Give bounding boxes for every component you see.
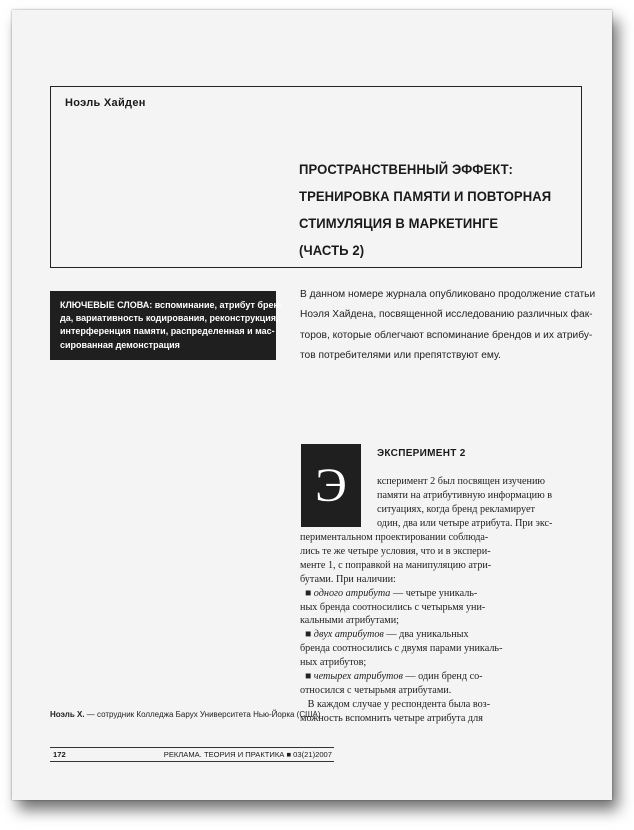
abstract-line: Ноэля Хайдена, посвященной исследованию различных фак- <box>300 309 593 321</box>
document-page <box>12 10 612 800</box>
list-item <box>300 628 586 642</box>
body-line: периментальном проектировании соблюда- <box>300 532 489 543</box>
abstract-line: торов, которые облегчают вспоминание брендов и их атрибу- <box>300 329 593 341</box>
author-footnote <box>50 710 320 719</box>
section-heading: ЭКСПЕРИМЕНТ 2 <box>377 448 466 459</box>
keywords-box <box>50 291 282 360</box>
list-item-text: — четыре уникаль- <box>390 587 478 599</box>
bullet-icon: ■ <box>305 629 312 641</box>
author-name: Ноэль Хайден <box>65 97 146 109</box>
body-line: можность вспомнить четыре атрибута для <box>300 712 483 724</box>
keywords-line: да, вариативность кодирования, реконструкция, <box>60 313 279 324</box>
keywords-line: сированная демонстрация <box>60 339 180 350</box>
body-text-full-width <box>300 531 586 726</box>
abstract <box>300 285 596 366</box>
list-item-cont: кальными атрибутами; <box>300 615 399 627</box>
keywords-line: интерференция памяти, распределенная и мас- <box>60 326 275 337</box>
body-line: бутами. При наличии: <box>300 573 396 585</box>
body-text-beside-cap <box>377 475 585 531</box>
closing-text: В каждом случае у респондента была воз- <box>307 698 491 710</box>
body-line: памяти на атрибутивную информацию в <box>377 489 553 501</box>
page-number: 172 <box>53 750 66 759</box>
abstract-line: В данном номере журнала опубликовано продолжение статьи <box>300 289 596 300</box>
list-item-text: — два уникальных <box>383 629 469 641</box>
body-line: ксперимент 2 был посвящен изучению <box>377 476 546 487</box>
footnote-name: Ноэль Х. <box>50 710 85 719</box>
list-item-emphasis: двух атрибутов <box>313 629 384 641</box>
body-line: лись те же четыре условия, что и в экспери- <box>300 545 491 557</box>
keywords-line: КЛЮЧЕВЫЕ СЛОВА: вспоминание, атрибут брен- <box>60 300 282 310</box>
abstract-line: тов потребителями или препятствуют ему. <box>300 349 501 361</box>
title-line: ПРОСТРАНСТВЕННЫЙ ЭФФЕКТ: <box>299 162 513 178</box>
bullet-icon: ■ <box>305 671 312 683</box>
title-frame <box>50 86 582 268</box>
list-item-cont: относился с четырьмя атрибутами. <box>300 684 452 696</box>
journal-name: РЕКЛАМА. ТЕОРИЯ И ПРАКТИКА ■ 03(21)2007 <box>163 750 332 759</box>
title-line: ТРЕНИРОВКА ПАМЯТИ И ПОВТОРНАЯ <box>299 189 552 205</box>
page-footer <box>50 747 334 762</box>
title-line: (ЧАСТЬ 2) <box>299 243 365 259</box>
body-line: ситуациях, когда бренд рекламирует <box>377 503 535 515</box>
drop-cap: Э <box>301 444 361 527</box>
list-item-cont: ных атрибутов; <box>300 657 367 669</box>
body-line <box>300 698 586 712</box>
body-line: менте 1, с поправкой на манипуляцию атри- <box>300 559 492 571</box>
list-item-cont: бренда соотносились с двумя парами уникаль- <box>300 643 503 655</box>
list-item <box>300 587 586 601</box>
list-item-cont: ных бренда соотносились с четырьмя уни- <box>300 601 486 613</box>
title-line: СТИМУЛЯЦИЯ В МАРКЕТИНГЕ <box>299 216 499 232</box>
list-item <box>300 670 586 684</box>
list-item-emphasis: одного атрибута <box>313 587 391 599</box>
list-item-emphasis: четырех атрибутов <box>313 671 403 683</box>
list-item-text: — один бренд со- <box>402 671 483 683</box>
body-line: один, два или четыре атрибута. При экс- <box>377 517 553 529</box>
article-title <box>299 157 552 265</box>
bullet-icon: ■ <box>305 587 312 599</box>
footnote-text: — сотрудник Колледжа Барух Университета Нью-Йорка (США) <box>84 710 321 719</box>
